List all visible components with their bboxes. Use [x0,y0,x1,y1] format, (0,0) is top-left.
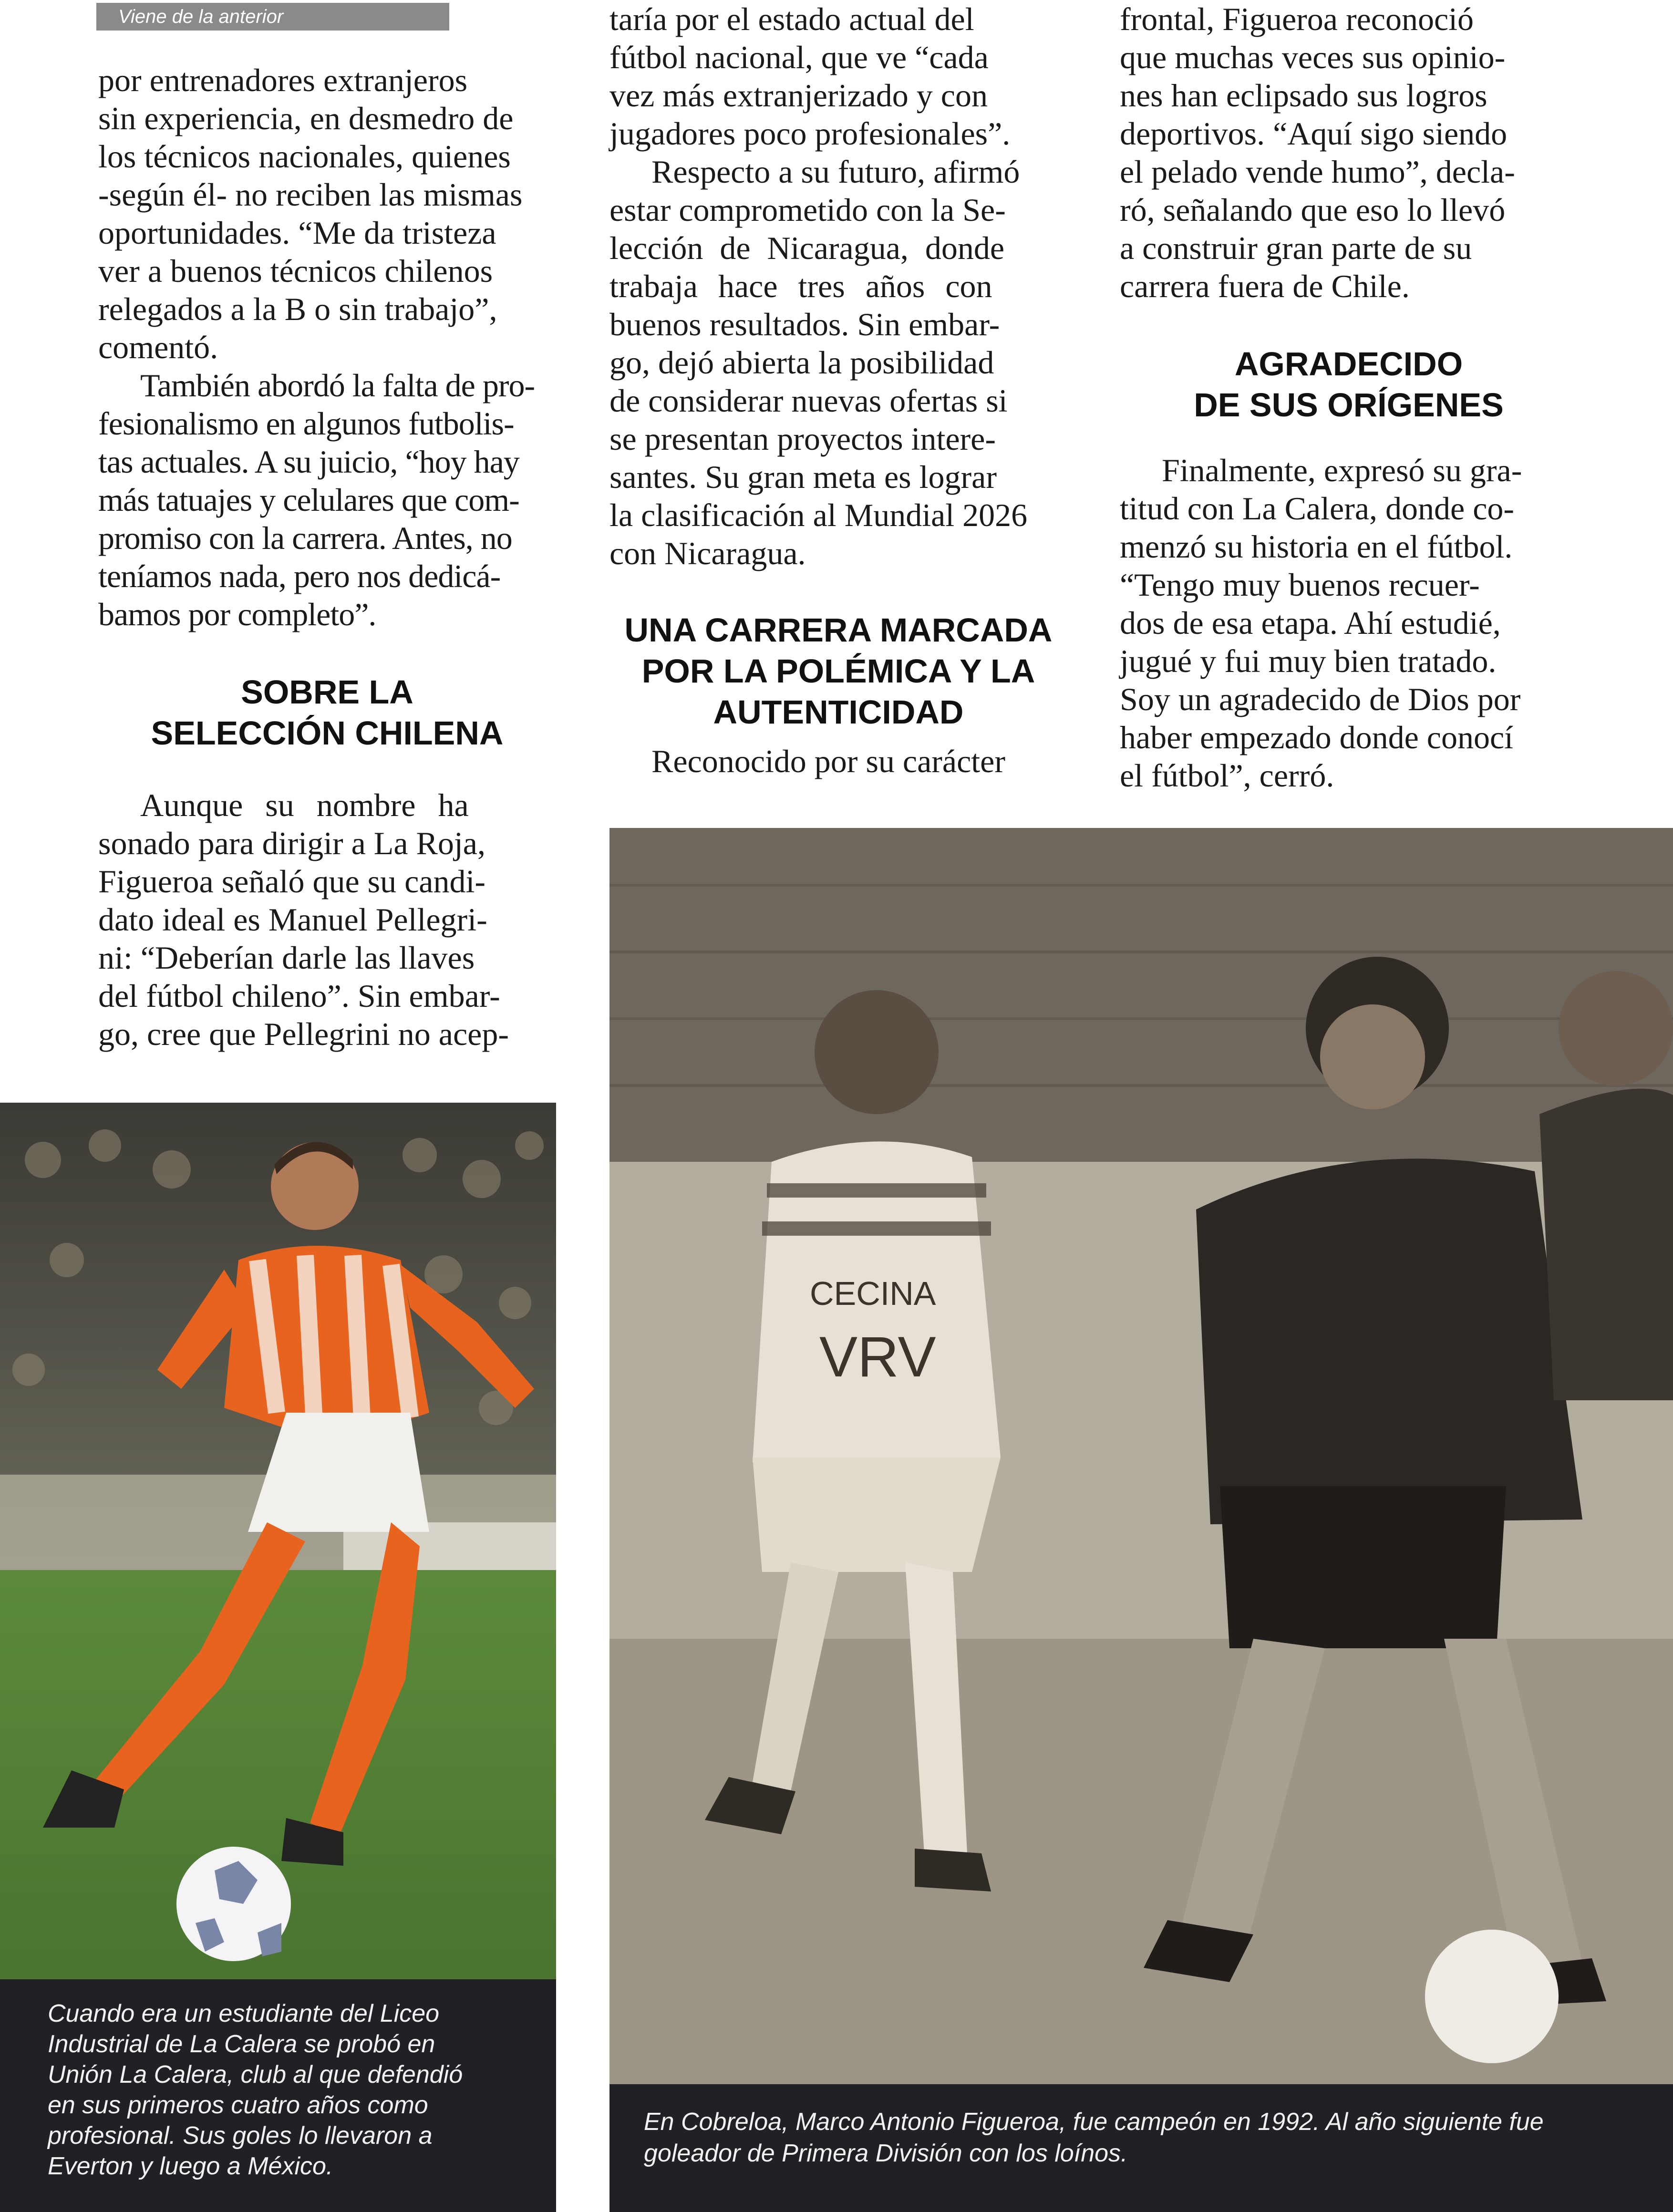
text-line: estar comprometido con la Se- [609,192,1006,228]
section-tag: Viene de la anterior [96,3,449,31]
photo-right-caption [609,2084,1673,2212]
text-line: ni: “Deberían darle las llaves [98,940,475,976]
text-line: menzó su historia en el fútbol. [1120,528,1513,565]
jersey-text: CECINA [810,1275,936,1312]
subheading-line: AGRADECIDO [1234,345,1463,382]
subheading-carrera [609,610,1067,733]
jersey-text: VRV [819,1325,936,1389]
text-line: santes. Su gran meta es lograr [609,459,997,495]
text-line: trabaja hace tres años con [609,268,992,304]
article-column-2 [609,0,1067,780]
text-line: teníamos nada, pero nos dedicá- [98,558,501,594]
photo-left-caption [0,1979,556,2212]
text-line: el pelado vende humo”, decla- [1120,154,1515,190]
caption-line: Everton y luego a México. [48,2152,333,2180]
text-line: ver a buenos técnicos chilenos [98,253,493,289]
text-line: También abordó la falta de pro- [140,367,535,403]
paragraph-3 [98,786,556,1053]
text-line: dos de esa etapa. Ahí estudié, [1120,605,1501,641]
text-line: que muchas veces sus opinio- [1120,39,1506,75]
subheading-line: UNA CARRERA MARCADA [624,611,1053,649]
caption-line: goleador de Primera División con los loínos. [644,2140,1128,2167]
text-line: promiso con la carrera. Antes, no [98,520,512,556]
text-line: fesionalismo en algunos futbolis- [98,405,514,442]
text-line: go, dejó abierta la posibilidad [609,344,994,381]
caption-line: en sus primeros cuatro años como [48,2091,428,2119]
paragraph-3 [609,742,1067,780]
text-line: comentó. [98,329,218,365]
paragraph-1 [609,0,1067,153]
text-line: vez más extranjerizado y con [609,77,988,114]
text-line: con Nicaragua. [609,535,806,571]
caption-line: profesional. Sus goles lo llevaron a [48,2122,433,2150]
text-line: por entrenadores extranjeros [98,62,468,98]
article-column-1 [98,61,556,1053]
text-line: haber empezado donde conocí [1120,719,1514,755]
text-line: -según él- no reciben las mismas [98,176,523,213]
subheading-origenes [1120,343,1578,425]
paragraph-2 [1120,451,1578,795]
text-line: de considerar nuevas ofertas si [609,382,1008,419]
text-line: los técnicos nacionales, quienes [98,138,511,175]
caption-line: Industrial de La Calera se probó en [48,2030,435,2058]
text-line: dato ideal es Manuel Pellegri- [98,901,487,938]
caption-line: Unión La Calera, club al que defendió [48,2061,463,2088]
text-line: Aunque su nombre ha [140,787,469,823]
caption-line: En Cobreloa, Marco Antonio Figueroa, fue campeón en 1992. Al año siguiente fue [644,2108,1544,2136]
text-line: sonado para dirigir a La Roja, [98,825,485,861]
caption-line: Cuando era un estudiante del Liceo [48,2000,440,2027]
subheading-line: DE SUS ORÍGENES [1194,386,1504,424]
photo-illustration [0,1103,556,1979]
text-line: Respecto a su futuro, afirmó [651,154,1020,190]
text-line: a construir gran parte de su [1120,230,1472,266]
text-line: se presentan proyectos intere- [609,421,996,457]
text-line: buenos resultados. Sin embar- [609,306,1000,342]
text-line: relegados a la B o sin trabajo”, [98,291,497,327]
paragraph-2 [609,153,1067,572]
text-line: Figueroa señaló que su candi- [98,863,485,899]
text-line: Soy un agradecido de Dios por [1120,681,1521,717]
text-line: ró, señalando que eso lo llevó [1120,192,1506,228]
text-line: oportunidades. “Me da tristeza [98,215,496,251]
text-line: el fútbol”, cerró. [1120,757,1334,794]
text-line: nes han eclipsado sus logros [1120,77,1487,114]
paragraph-1 [98,61,556,366]
subheading-line: POR LA POLÉMICA Y LA [641,652,1035,690]
text-line: go, cree que Pellegrini no acep- [98,1016,509,1052]
text-line: carrera fuera de Chile. [1120,268,1410,304]
text-line: jugué y fui muy bien tratado. [1120,643,1497,679]
text-line: del fútbol chileno”. Sin embar- [98,978,500,1014]
text-line: la clasificación al Mundial 2026 [609,497,1028,533]
text-line: tas actuales. A su juicio, “hoy hay [98,444,519,480]
text-line: “Tengo muy buenos recuer- [1120,567,1480,603]
text-line: lección de Nicaragua, donde [609,230,1005,266]
photo-illustration [609,828,1673,2084]
text-line: Reconocido por su carácter [651,743,1005,779]
photo-player-orange-kit [0,1103,556,1979]
text-line: fútbol nacional, que ve “cada [609,39,989,75]
paragraph-1 [1120,0,1578,305]
paragraph-2 [98,366,556,633]
photo-match-sepia [609,828,1673,2084]
subheading-line: AUTENTICIDAD [713,693,964,731]
subheading-line: SELECCIÓN CHILENA [151,714,504,752]
text-line: deportivos. “Aquí sigo siendo [1120,115,1508,152]
text-line: bamos por completo”. [98,596,376,632]
text-line: Finalmente, expresó su gra- [1162,452,1522,488]
text-line: sin experiencia, en desmedro de [98,100,514,136]
text-line: jugadores poco profesionales”. [609,115,1011,152]
subheading-line: SOBRE LA [241,673,413,711]
text-line: taría por el estado actual del [609,1,974,37]
article-column-3 [1120,0,1578,795]
subheading-seleccion [98,672,556,754]
text-line: titud con La Calera, donde co- [1120,490,1515,527]
text-line: frontal, Figueroa reconoció [1120,1,1474,37]
text-line: más tatuajes y celulares que com- [98,482,519,518]
